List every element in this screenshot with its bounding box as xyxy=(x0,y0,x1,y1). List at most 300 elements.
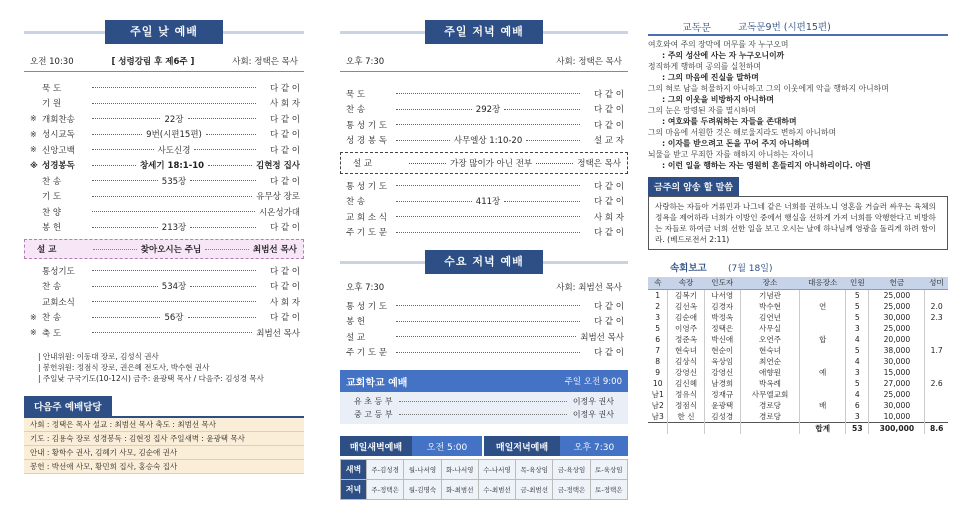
order-leader: 사 회 자 xyxy=(269,99,300,110)
cell-place: 최연순 xyxy=(740,356,799,367)
order-leader: 최범선 목사 xyxy=(256,328,300,339)
cell-value: 2 xyxy=(655,301,661,311)
reading-leader-line: 그의 눈은 망령된 자를 멸시하며 xyxy=(648,106,756,115)
sermon-label: 설 교 xyxy=(37,245,57,255)
joint-service-label xyxy=(800,356,846,367)
order-leader: 사 회 자 xyxy=(269,297,300,308)
daily-row xyxy=(341,480,628,500)
daily-cell: 월-김명숙 xyxy=(404,480,441,500)
order-leader: 김현정 집사 xyxy=(255,161,300,172)
order-row xyxy=(24,158,304,174)
stand-mark: ※ xyxy=(30,328,37,338)
cell-value xyxy=(925,323,948,334)
order-row xyxy=(24,189,304,205)
order-row xyxy=(24,173,304,189)
responsive-reading xyxy=(648,39,948,171)
cell-place: 사무실 xyxy=(740,323,799,334)
daily-row-label: 새벽 xyxy=(341,460,367,480)
order-leader: 시온성가대 xyxy=(258,207,300,218)
order-row xyxy=(24,204,304,220)
order-leader: 다 같 이 xyxy=(269,114,300,125)
stand-mark: ※ xyxy=(30,312,37,322)
sermon-label: 설 교 xyxy=(353,159,373,169)
sunday-morning-order-2 xyxy=(24,263,304,341)
cell-value: 10,000 xyxy=(869,411,925,423)
reading-leader-line: 정직하게 행하며 공의를 실천하며 xyxy=(648,62,761,71)
cell-value: 38,000 xyxy=(869,345,925,356)
order-detail: 56장 xyxy=(164,313,184,324)
stand-mark: ※ xyxy=(30,129,37,139)
service-time: 오후 7:30 xyxy=(346,283,385,293)
evening-column xyxy=(340,0,628,528)
duty-section xyxy=(24,396,304,474)
cell-value: 이영주 xyxy=(668,323,704,334)
cell-place: 박수현 xyxy=(740,301,799,312)
order-row xyxy=(340,194,628,210)
table-row xyxy=(648,367,948,378)
cell-col-header: 성미 xyxy=(925,277,948,289)
reading-leader-line: 그의 혀로 남을 허물하지 아니하고 그의 이웃에게 악을 행하지 아니하며 xyxy=(648,84,889,93)
order-label: 찬 송 xyxy=(346,197,366,208)
order-row xyxy=(24,263,304,279)
sunday-morning-info xyxy=(24,50,304,72)
cell-value: 5 xyxy=(846,301,869,312)
order-detail: 535장 xyxy=(161,176,187,187)
service-time: 오전 10:30 xyxy=(30,56,74,67)
cell-value xyxy=(925,367,948,378)
order-row xyxy=(24,142,304,158)
school-row xyxy=(340,395,628,408)
cell-col-header: 속장 xyxy=(668,277,704,289)
cell-place: 사무엘교회 xyxy=(740,389,799,400)
joint-service-label xyxy=(800,289,846,301)
cell-value xyxy=(925,400,948,411)
school-time: 주일 오전 9:00 xyxy=(564,377,622,387)
order-row xyxy=(340,209,628,225)
joint-service-label xyxy=(800,323,846,334)
cell-value: 정택은 xyxy=(704,323,740,334)
wednesday-order xyxy=(340,298,628,360)
daily-cell: 금-육상임 xyxy=(553,460,590,480)
duty-row: 안내 : 황학수 권사, 김혜기 사모, 김순애 권사 xyxy=(24,446,304,460)
order-leader: 다 같 이 xyxy=(269,145,300,156)
cell-value: 5 xyxy=(846,345,869,356)
cell-place: 기념관 xyxy=(740,289,799,301)
duty-row: 사회 : 정택은 목사 설교 : 최범선 목사 축도 : 최범선 목사 xyxy=(24,418,304,432)
order-label: 신앙고백 xyxy=(42,145,75,156)
cell-value: 김경자 xyxy=(704,301,740,312)
cell-value: 3 xyxy=(846,367,869,378)
cell-value: 25,000 xyxy=(869,389,925,400)
cell-value: 5 xyxy=(655,323,661,333)
reading-ref: 교독문9번 (시편15편) xyxy=(738,22,831,33)
school-title: 교회학교 예배 xyxy=(346,377,408,389)
order-label: 묵 도 xyxy=(42,83,62,94)
cell-value: 박정옥 xyxy=(704,312,740,323)
cell-value: 남1 xyxy=(651,389,664,399)
cell-report-date: (7월 18일) xyxy=(728,263,773,274)
sunday-morning-sermon xyxy=(24,239,304,259)
cell-value: 현숙녀 xyxy=(668,345,704,356)
cell-value: 30,000 xyxy=(869,400,925,411)
order-label: 봉 헌 xyxy=(346,317,366,328)
order-label: 묵 도 xyxy=(346,89,366,100)
daily-cell: 월-나서영 xyxy=(404,460,441,480)
order-detail: 292장 xyxy=(475,105,501,116)
school-leader: 이정우 권사 xyxy=(572,410,614,419)
cell-value: 3 xyxy=(655,312,661,322)
order-leader: 다 같 이 xyxy=(593,89,624,100)
note-prayer: | 주일낮 구국기도(10-12시) 금주: 윤광택 목사 / 다음주: 김성경 목사 xyxy=(38,373,264,383)
total-value: 53 xyxy=(846,422,869,434)
order-leader: 유무상 장로 xyxy=(256,192,300,203)
sunday-morning-header xyxy=(24,20,304,44)
cell-value: 1.7 xyxy=(925,345,948,356)
order-leader: 다 같 이 xyxy=(593,120,624,131)
cell-place: 오연주 xyxy=(740,334,799,345)
order-leader: 다 같 이 xyxy=(593,181,624,192)
order-leader: 다 같 이 xyxy=(593,228,624,239)
cell-value: 강영신 xyxy=(668,367,704,378)
cell-place: 경로당 xyxy=(740,411,799,423)
cell-value: 8 xyxy=(655,356,661,366)
cell-value: 5 xyxy=(846,312,869,323)
cell-value: 10 xyxy=(652,378,663,388)
duty-row: 봉헌 : 박선애 사모, 황민희 집사, 홍승숙 집사 xyxy=(24,460,304,474)
reading-response-line: : 여호와를 두려워하는 자들을 존대하며 xyxy=(662,117,797,126)
cell-value xyxy=(925,389,948,400)
sunday-morning-column xyxy=(24,0,304,528)
daily-service-header xyxy=(340,436,628,456)
cell-value xyxy=(925,411,948,423)
cell-place: 경로당 xyxy=(740,400,799,411)
cell-col-header: 장소 xyxy=(740,277,799,289)
cell-value: 4 xyxy=(846,356,869,367)
cell-value: 2.3 xyxy=(925,312,948,323)
daily-cell: 주-김성경 xyxy=(367,460,404,480)
joint-service-label xyxy=(800,378,846,389)
sunday-evening-order-2 xyxy=(340,178,628,240)
daily-cell: 주-정택은 xyxy=(367,480,404,500)
order-leader: 다 같 이 xyxy=(593,317,624,328)
cell-value: 15,000 xyxy=(869,367,925,378)
reading-response-line: : 이자를 받으려고 돈을 꾸어 주지 아니하며 xyxy=(662,139,810,148)
cell-value xyxy=(925,289,948,301)
order-leader: 다 같 이 xyxy=(269,313,300,324)
order-row xyxy=(24,80,304,96)
cell-value: 남경희 xyxy=(704,378,740,389)
cell-col-header: 대응장소 xyxy=(800,277,846,289)
cell-place: 박옥례 xyxy=(740,378,799,389)
order-leader: 다 같 이 xyxy=(593,301,624,312)
sunday-evening-header xyxy=(340,20,628,44)
order-row xyxy=(24,279,304,295)
cell-value: 육상임 xyxy=(704,356,740,367)
order-detail: 사도신경 xyxy=(157,145,191,156)
school-leader: 이정우 권사 xyxy=(572,397,614,406)
cell-value: 김순애 xyxy=(668,312,704,323)
order-label: 찬 양 xyxy=(42,207,62,218)
order-label: 통 성 기 도 xyxy=(346,120,387,131)
cell-col-header: 헌금 xyxy=(869,277,925,289)
cell-value: 2.6 xyxy=(925,378,948,389)
daily-row xyxy=(341,460,628,480)
school-dept: 유 초 등 부 xyxy=(354,397,393,406)
cell-value: 4 xyxy=(846,389,869,400)
reading-leader-line: 여호와여 주의 장막에 머무를 자 누구오며 xyxy=(648,40,789,49)
order-detail: 534장 xyxy=(161,282,187,293)
sermon-preacher: 정택은 목사 xyxy=(577,159,621,169)
daily-cell: 금-최범선 xyxy=(516,480,553,500)
cell-value: 1 xyxy=(655,290,661,300)
wednesday-title: 수요 저녁 예배 xyxy=(425,250,543,274)
order-row xyxy=(340,298,628,314)
order-label: 찬 송 xyxy=(42,282,62,293)
cell-value: 김상식 xyxy=(668,356,704,367)
order-label: 봉 헌 xyxy=(42,223,62,234)
order-label: 교 회 소 식 xyxy=(346,212,387,223)
table-row xyxy=(648,334,948,345)
cell-value: 3 xyxy=(846,323,869,334)
sermon-preacher: 최범선 목사 xyxy=(253,245,298,255)
order-leader: 다 같 이 xyxy=(269,266,300,277)
order-detail: 창세기 18:1-10 xyxy=(139,161,205,172)
order-leader: 다 같 이 xyxy=(269,83,300,94)
cell-value: 윤광택 xyxy=(704,400,740,411)
duty-title: 다음주 예배담당 xyxy=(24,396,112,416)
reading-response-line: : 그의 이웃을 비방하지 아니하며 xyxy=(662,95,774,104)
order-label: 통 성 기 도 xyxy=(346,181,387,192)
order-row xyxy=(24,310,304,326)
order-row xyxy=(340,345,628,361)
cell-value: 4 xyxy=(846,334,869,345)
sermon-title: 찾아오시는 주님 xyxy=(140,245,202,255)
daily-cell: 수-나서영 xyxy=(478,460,515,480)
stand-mark: ※ xyxy=(30,145,37,155)
cell-value xyxy=(925,334,948,345)
order-label: 축 도 xyxy=(42,328,62,339)
sermon-title: 가장 많이가 아닌 전부 xyxy=(450,159,533,169)
order-label: 성경봉독 xyxy=(42,161,75,172)
order-label: 기 원 xyxy=(42,99,62,110)
order-label: 통성기도 xyxy=(42,266,75,277)
cell-value: 남3 xyxy=(651,411,664,421)
cell-value: 정점식 xyxy=(668,400,704,411)
total-value: 합계 xyxy=(800,422,846,434)
cell-col-header: 인도자 xyxy=(704,277,740,289)
service-host: 사회: 최범선 목사 xyxy=(556,283,622,293)
cell-value: 7 xyxy=(655,345,661,355)
order-label: 찬 송 xyxy=(346,105,366,116)
total-blank xyxy=(740,422,799,434)
dawn-time: 오전 5:00 xyxy=(412,436,482,456)
order-row xyxy=(340,178,628,194)
cell-place: 김연년 xyxy=(740,312,799,323)
daily-cell: 화-최범선 xyxy=(441,480,478,500)
joint-service-label xyxy=(800,345,846,356)
school-box xyxy=(340,392,628,424)
reading-response-line: : 그의 마음에 진실을 말하며 xyxy=(662,73,759,82)
order-leader: 다 같 이 xyxy=(269,130,300,141)
joint-service-label: 예 xyxy=(800,367,846,378)
cell-value: 김복기 xyxy=(668,289,704,301)
order-row xyxy=(340,86,628,102)
order-row xyxy=(24,111,304,127)
cell-value: 정재규 xyxy=(704,389,740,400)
cell-value: 2.0 xyxy=(925,301,948,312)
cell-value: 현순이 xyxy=(704,345,740,356)
wednesday-header xyxy=(340,250,628,274)
total-row xyxy=(648,422,948,434)
cell-value: 5 xyxy=(846,289,869,301)
table-row xyxy=(648,345,948,356)
order-leader: 다 같 이 xyxy=(269,282,300,293)
table-row xyxy=(648,312,948,323)
order-leader: 다 같 이 xyxy=(269,223,300,234)
evening-label: 매일저녁예배 xyxy=(484,436,560,456)
right-column xyxy=(648,0,948,528)
cell-value: 20,000 xyxy=(869,334,925,345)
liturgical-theme: [ 성령강림 후 제6주 ] xyxy=(111,56,195,67)
cell-value: 25,000 xyxy=(869,301,925,312)
total-value: 300,000 xyxy=(869,422,925,434)
order-row xyxy=(24,127,304,143)
order-leader: 사 회 자 xyxy=(593,212,624,223)
joint-service-label: 연 xyxy=(800,301,846,312)
daily-cell: 목-육상임 xyxy=(516,460,553,480)
total-blank xyxy=(704,422,740,434)
joint-service-label xyxy=(800,312,846,323)
memory-verse-title: 금주의 암송 할 말씀 xyxy=(648,177,739,196)
cell-report-title: 속회보고 xyxy=(670,263,707,274)
table-row xyxy=(648,356,948,367)
reading-leader-line: 뇌물을 받고 무죄한 자를 해하지 아니하는 자이니 xyxy=(648,150,814,159)
order-label: 성 경 봉 독 xyxy=(346,136,387,147)
cell-col-header: 속 xyxy=(648,277,668,289)
cell-value: 3 xyxy=(846,411,869,423)
cell-value: 9 xyxy=(655,367,661,377)
order-label: 기 도 xyxy=(42,192,62,203)
sunday-evening-info xyxy=(340,50,628,72)
cell-value: 한 신 xyxy=(668,411,704,423)
order-row xyxy=(24,220,304,236)
order-row xyxy=(340,117,628,133)
daily-cell: 토-육상임 xyxy=(590,460,627,480)
table-row xyxy=(648,301,948,312)
cell-value: 25,000 xyxy=(869,323,925,334)
order-label: 성시교독 xyxy=(42,130,75,141)
joint-service-label: 배 xyxy=(800,400,846,411)
joint-service-label xyxy=(800,389,846,400)
order-detail: 사무엘상 1:10-20 xyxy=(453,136,523,147)
cell-value: 김신혜 xyxy=(668,378,704,389)
order-detail: 213장 xyxy=(161,223,187,234)
sunday-evening-sermon xyxy=(340,152,628,174)
joint-service-label xyxy=(800,411,846,423)
cell-col-header: 인원 xyxy=(846,277,869,289)
cell-value: 30,000 xyxy=(869,356,925,367)
note-offering: | 봉헌위원: 정점식 장로, 권은혜 전도사, 박수현 권사 xyxy=(38,362,210,372)
order-detail: 22장 xyxy=(164,114,184,125)
order-row xyxy=(24,325,304,341)
cell-place: 현숙녀 xyxy=(740,345,799,356)
cell-value: 27,000 xyxy=(869,378,925,389)
service-time: 오후 7:30 xyxy=(346,56,385,67)
order-row xyxy=(340,329,628,345)
total-blank xyxy=(668,422,704,434)
order-label: 주 기 도 문 xyxy=(346,348,387,359)
table-row xyxy=(648,323,948,334)
order-leader: 다 같 이 xyxy=(593,105,624,116)
responsive-reading-header xyxy=(648,18,948,36)
order-leader: 최범선 목사 xyxy=(580,332,624,343)
evening-time: 오후 7:30 xyxy=(560,436,628,456)
order-row xyxy=(24,96,304,112)
cell-value: 박신애 xyxy=(704,334,740,345)
order-label: 설 교 xyxy=(346,332,366,343)
note-ushers: | 안내위원: 이동대 장로, 김성식 권사 xyxy=(38,351,159,361)
cell-place: 애향원 xyxy=(740,367,799,378)
school-dept: 중 고 등 부 xyxy=(354,410,393,419)
service-host: 사회: 정택은 목사 xyxy=(556,56,622,67)
duty-row: 기도 : 김용숙 장로 성경봉독 : 김현정 집사 주일새벽 : 윤광택 목사 xyxy=(24,432,304,446)
cell-report-table xyxy=(648,277,948,434)
table-row xyxy=(648,411,948,423)
order-leader: 다 같 이 xyxy=(269,176,300,187)
reading-title: 교독문 xyxy=(682,22,711,34)
daily-cell: 수-최범선 xyxy=(478,480,515,500)
table-row xyxy=(648,400,948,411)
service-host: 사회: 정택은 목사 xyxy=(232,56,298,67)
dawn-label: 매일새벽예배 xyxy=(340,436,412,456)
order-row xyxy=(340,133,628,149)
wednesday-info xyxy=(340,276,628,298)
stand-mark: ※ xyxy=(30,114,37,124)
cell-value: 정준옥 xyxy=(668,334,704,345)
order-label: 찬 송 xyxy=(42,313,62,324)
order-detail: 411장 xyxy=(475,197,501,208)
sunday-morning-order xyxy=(24,80,304,235)
cell-value xyxy=(925,356,948,367)
reading-leader-line: 그의 마음에 서원한 것은 해로울지라도 변하지 아니하며 xyxy=(648,128,837,137)
order-label: 교회소식 xyxy=(42,297,75,308)
order-row xyxy=(340,314,628,330)
daily-row-label: 저녁 xyxy=(341,480,367,500)
cell-value: 남2 xyxy=(651,400,664,410)
order-detail: 9번(시편15편) xyxy=(146,130,202,141)
order-row xyxy=(340,102,628,118)
reading-response-line: : 주의 성산에 사는 자 누구오니이까 xyxy=(662,51,785,60)
duty-box xyxy=(24,416,304,474)
table-row xyxy=(648,289,948,301)
order-leader: 다 같 이 xyxy=(593,197,624,208)
sunday-morning-notes xyxy=(24,351,304,384)
cell-report-header xyxy=(648,260,948,274)
table-row xyxy=(648,378,948,389)
total-blank xyxy=(648,422,668,434)
order-leader: 다 같 이 xyxy=(593,348,624,359)
table-row xyxy=(648,389,948,400)
order-label: 통 성 기 도 xyxy=(346,301,387,312)
order-label: 찬 송 xyxy=(42,176,62,187)
stand-mark: ※ xyxy=(30,160,38,170)
order-label: 주 기 도 문 xyxy=(346,228,387,239)
cell-value: 나서영 xyxy=(704,289,740,301)
cell-value: 강영신 xyxy=(704,367,740,378)
cell-value: 김성경 xyxy=(704,411,740,423)
order-row xyxy=(24,294,304,310)
order-leader: 설 교 자 xyxy=(593,136,624,147)
